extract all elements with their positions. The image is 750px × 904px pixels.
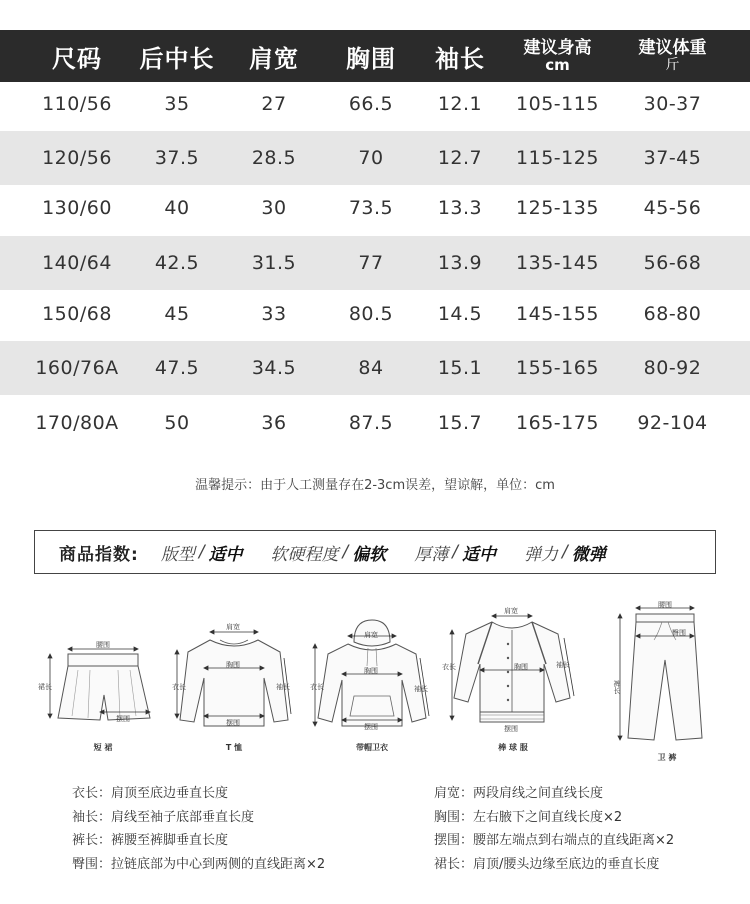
cell-sleeve: 15.1 (437, 357, 483, 379)
pants-waist-label: 腰围 (658, 601, 672, 609)
cell-shoulder: 33 (261, 303, 287, 325)
header-shoulder: 肩宽 (249, 44, 299, 73)
cell-chest: 87.5 (348, 412, 394, 434)
cell-size: 120/56 (42, 147, 112, 169)
header-sleeve: 袖长 (435, 44, 485, 73)
pants-name: 卫 裤 (657, 753, 677, 762)
product-index-title: 商品指数: (59, 544, 139, 565)
tshirt-name: T 恤 (225, 743, 243, 752)
definition-item: 裙长：肩顶/腰头边缘至底边的垂直长度 (434, 856, 660, 872)
header-size: 尺码 (52, 44, 102, 73)
cell-weight: 56-68 (643, 252, 702, 274)
cell-chest: 73.5 (348, 197, 394, 219)
hoodie-shoulder-label: 肩宽 (364, 631, 378, 639)
cell-shoulder: 30 (261, 197, 287, 219)
table-row (0, 287, 750, 341)
cell-sleeve: 14.5 (437, 303, 483, 325)
jacket-length-label: 衣长 (442, 663, 456, 671)
hoodie-diagram (310, 600, 434, 760)
index-separator: / (562, 542, 568, 562)
jacket-chest-label: 胸围 (514, 663, 528, 671)
pants-diagram (612, 600, 722, 770)
cell-weight: 68-80 (643, 303, 702, 325)
header-weight: 建议体重 斤 (638, 38, 707, 73)
jacket-hem-label: 摆围 (504, 725, 518, 733)
shorts-length-label: 裙长 (38, 683, 52, 691)
hoodie-chest-label: 胸围 (364, 667, 378, 675)
jacket-sleeve-label: 袖长 (556, 661, 570, 669)
cell-back-length: 35 (164, 93, 190, 115)
hoodie-length-label: 衣长 (310, 683, 324, 691)
table-row (0, 396, 750, 450)
shorts-diagram (38, 600, 168, 760)
cell-weight: 45-56 (643, 197, 702, 219)
cell-back-length: 40 (164, 197, 190, 219)
index-separator: / (198, 542, 205, 562)
cell-weight: 80-92 (643, 357, 702, 379)
definition-item: 衣长：肩顶至底边垂直长度 (72, 786, 229, 801)
header-chest: 胸围 (346, 44, 396, 73)
header-height: 建议身高 cm (523, 38, 592, 74)
index-label-softness: 软硬程度 (270, 544, 339, 565)
definition-item: 裤长：裤腰至裤脚垂直长度 (72, 833, 229, 848)
cell-weight: 37-45 (643, 147, 702, 169)
tshirt-shoulder-label: 肩宽 (226, 623, 240, 631)
cell-shoulder: 28.5 (251, 147, 297, 169)
jacket-name: 棒 球 服 (498, 743, 528, 752)
cell-size: 170/80A (35, 412, 119, 434)
index-value-fit: 适中 (208, 544, 243, 565)
table-row (0, 131, 750, 185)
jacket-diagram (442, 600, 578, 760)
cell-size: 140/64 (42, 252, 112, 274)
definition-item: 袖长：肩线至袖子底部垂直长度 (72, 809, 255, 825)
cell-weight: 92-104 (637, 412, 708, 434)
hoodie-illustration (310, 600, 434, 730)
cell-back-length: 45 (164, 303, 190, 325)
cell-height: 125-135 (516, 197, 599, 219)
cell-back-length: 37.5 (154, 147, 200, 169)
jacket-shoulder-label: 肩宽 (504, 607, 518, 615)
tshirt-diagram (172, 600, 296, 760)
cell-sleeve: 13.3 (437, 197, 483, 219)
hoodie-sleeve-label: 袖长 (414, 685, 428, 693)
cell-height: 105-115 (516, 93, 599, 115)
index-label-thickness: 厚薄 (414, 544, 449, 565)
cell-chest: 80.5 (348, 303, 394, 325)
cell-size: 160/76A (35, 357, 119, 379)
cell-sleeve: 12.1 (437, 93, 483, 115)
tshirt-length-label: 衣长 (172, 683, 186, 691)
cell-chest: 70 (358, 147, 384, 169)
cell-height: 115-125 (516, 147, 599, 169)
garment-diagrams (0, 600, 750, 770)
cell-back-length: 42.5 (154, 252, 200, 274)
definitions-right (434, 782, 674, 876)
cell-shoulder: 31.5 (251, 252, 297, 274)
definition-item: 胸围：左右腋下之间直线长度×2 (434, 809, 623, 825)
index-label-elasticity: 弹力 (524, 544, 559, 565)
shorts-waist-label: 腰围 (96, 641, 110, 649)
measurement-note: 温馨提示：由于人工测量存在2-3cm误差，望谅解，单位：cm (195, 478, 555, 493)
tshirt-chest-label: 胸围 (226, 661, 240, 669)
cell-sleeve: 12.7 (437, 147, 483, 169)
cell-size: 130/60 (42, 197, 112, 219)
cell-size: 150/68 (42, 303, 112, 325)
definition-item: 臀围：拉链底部为中心到两侧的直线距离×2 (72, 856, 326, 872)
hoodie-hem-label: 摆围 (364, 723, 378, 731)
definitions-left (72, 782, 325, 876)
cell-shoulder: 27 (261, 93, 287, 115)
index-value-softness: 偏软 (352, 544, 387, 565)
cell-sleeve: 13.9 (437, 252, 483, 274)
shorts-hem-label: 摆围 (116, 715, 130, 723)
index-value-elasticity: 微弹 (571, 544, 606, 565)
tshirt-sleeve-label: 袖长 (276, 683, 290, 691)
pants-hip-label: 臀围 (672, 629, 686, 637)
cell-shoulder: 34.5 (251, 357, 297, 379)
table-row (0, 77, 750, 131)
table-row (0, 236, 750, 290)
tshirt-hem-label: 摆围 (226, 719, 240, 727)
cell-weight: 30-37 (643, 93, 702, 115)
cell-chest: 77 (358, 252, 384, 274)
cell-height: 145-155 (516, 303, 599, 325)
table-row (0, 341, 750, 395)
cell-shoulder: 36 (261, 412, 287, 434)
product-index-box (34, 530, 716, 574)
cell-height: 155-165 (516, 357, 599, 379)
pants-illustration (612, 600, 722, 750)
index-separator: / (452, 542, 459, 562)
cell-height: 135-145 (516, 252, 599, 274)
table-row (0, 181, 750, 235)
shorts-name: 短 裙 (93, 743, 113, 752)
header-back-length: 后中长 (139, 44, 215, 73)
index-label-fit: 版型 (160, 544, 195, 565)
table-header (0, 30, 750, 82)
cell-sleeve: 15.7 (437, 412, 483, 434)
cell-chest: 66.5 (348, 93, 394, 115)
shorts-illustration (38, 600, 168, 730)
cell-size: 110/56 (42, 93, 112, 115)
pants-length-label: 裤长 (613, 680, 621, 694)
index-separator: / (342, 542, 349, 562)
cell-height: 165-175 (516, 412, 599, 434)
cell-chest: 84 (358, 357, 384, 379)
definition-item: 摆围：腰部左端点到右端点的直线距离×2 (434, 833, 675, 848)
cell-back-length: 50 (164, 412, 190, 434)
cell-back-length: 47.5 (154, 357, 200, 379)
hoodie-name: 带帽卫衣 (356, 743, 388, 752)
definition-item: 肩宽：两段肩线之间直线长度 (434, 786, 604, 801)
index-value-thickness: 适中 (462, 544, 497, 565)
